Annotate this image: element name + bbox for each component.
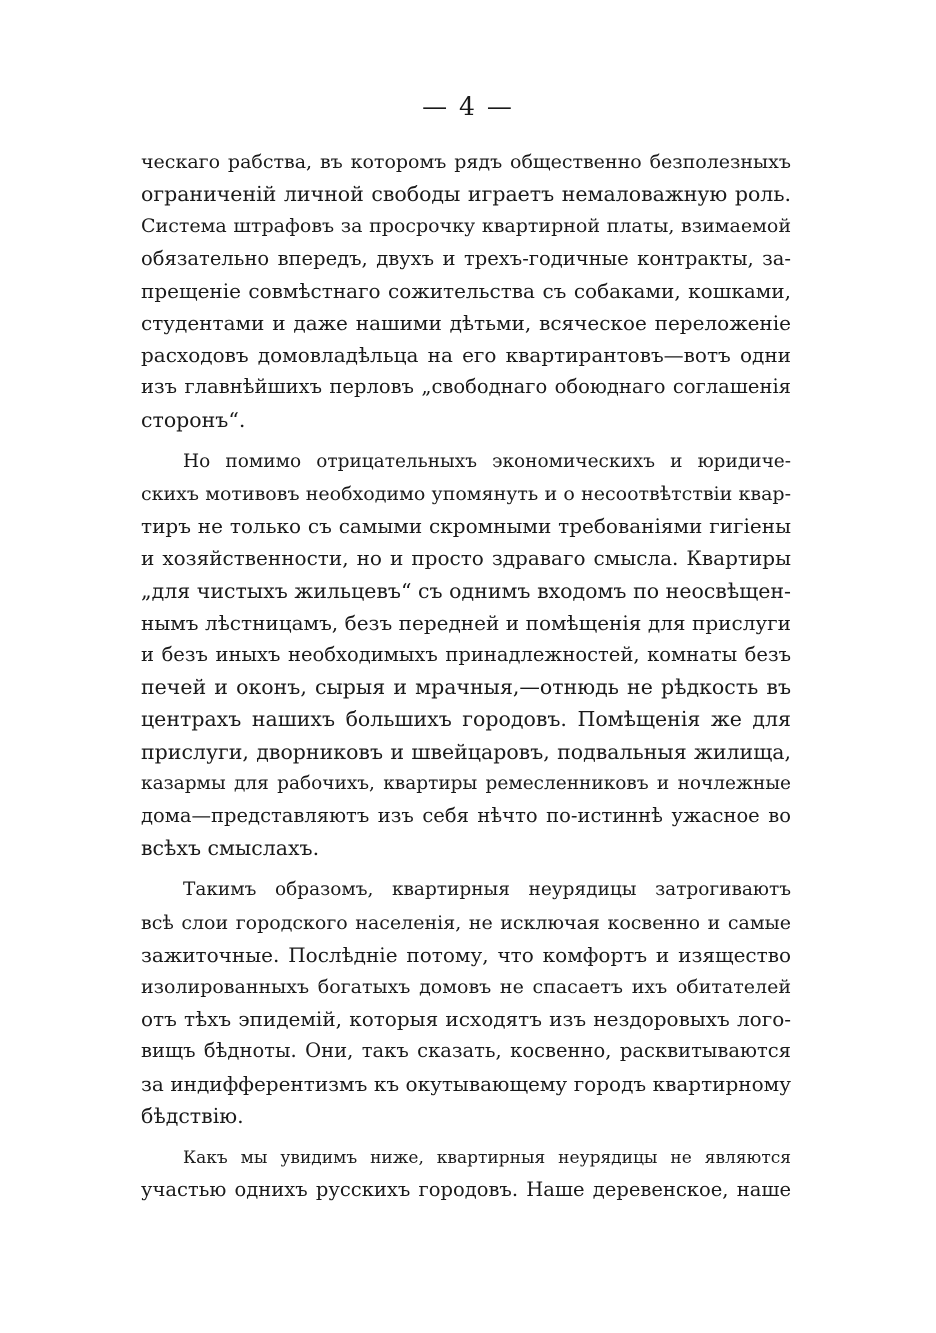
paragraph-2 [141,446,791,865]
text-line: всѣхъ смыслахъ. [141,836,320,861]
text-line: Какъ мы увидимъ ниже, квартирныя неурядицы не являются [183,1148,791,1169]
paragraph-4 [141,1142,791,1206]
text-line: тиръ не только съ самыми скромными требованіями гигіены [141,514,791,539]
paragraph-3 [141,874,791,1132]
page-number: — 4 — [422,92,514,121]
text-line: прещеніе совмѣстнаго сожительства съ собаками, кошками, [141,278,791,303]
text-line: бѣдствію. [141,1103,244,1128]
text-line: ограниченій личной свободы играетъ немаловажную роль. [141,182,791,207]
text-line: Такимъ образомъ, квартирныя неурядицы затрогиваютъ [183,879,791,901]
text-line: за индифферентизмъ къ окутывающему городъ квартирному [141,1071,791,1096]
text-line: прислуги, дворниковъ и швейцаровъ, подвальныя жилища, [141,739,791,764]
text-line: отъ тѣхъ эпидемій, которыя исходятъ изъ нездоровыхъ лого- [141,1007,791,1032]
text-line: студентами и даже нашими дѣтьми, всяческое переложеніе [141,311,791,336]
text-line: Но помимо отрицательныхъ экономическихъ и юридиче- [183,450,791,472]
text-line: сторонъ“. [141,407,246,432]
body-text [141,146,791,1207]
text-line: и хозяйственности, но и просто здраваго смысла. Квартиры [141,546,791,571]
paragraph-1 [141,146,791,436]
text-line: расходовъ домовладѣльца на его квартирантовъ—вотъ одни [141,343,791,368]
text-line: ческаго рабства, въ которомъ рядъ общественно безполезныхъ [141,151,791,173]
text-line: скихъ мотивовъ необходимо упомянуть и о несоотвѣтствіи квар- [141,483,791,506]
text-line: участью однихъ русскихъ городовъ. Наше деревенское, наше [141,1178,791,1202]
text-line: казармы для рабочихъ, квартиры ремесленниковъ и ночлежные [141,772,791,794]
text-line: обязательно впередъ, двухъ и трехъ-годичные контракты, за- [141,246,791,270]
text-line: центрахъ нашихъ большихъ городовъ. Помѣщенія же для [141,707,791,732]
text-line: нымъ лѣстницамъ, безъ передней и помѣщенія для прислуги [141,610,791,635]
text-line: вищъ бѣдноты. Они, такъ сказать, косвенно, расквитываются [141,1039,791,1063]
text-line: дома—представляютъ изъ себя нѣчто по-истиннѣ ужасное во [141,804,791,828]
text-line: „для чистыхъ жильцевъ“ съ однимъ входомъ по неосвѣщен- [141,578,791,603]
text-line: печей и оконъ, сырыя и мрачныя,—отнюдь не рѣдкость въ [141,675,791,700]
text-line: всѣ слои городского населенія, не исключая косвенно и самые [141,911,791,934]
text-line: изъ главнѣйшихъ перловъ „свободнаго обоюднаго соглашенія [141,375,791,399]
text-line: Система штрафовъ за просрочку квартирной платы, взимаемой [141,215,791,238]
text-line: изолированныхъ богатыхъ домовъ не спасаетъ ихъ обитателей [141,976,791,999]
text-line: зажиточные. Послѣдніе потому, что комфортъ и изящество [141,942,791,967]
text-line: и безъ иныхъ необходимыхъ принадлежностей, комнаты безъ [141,643,791,667]
